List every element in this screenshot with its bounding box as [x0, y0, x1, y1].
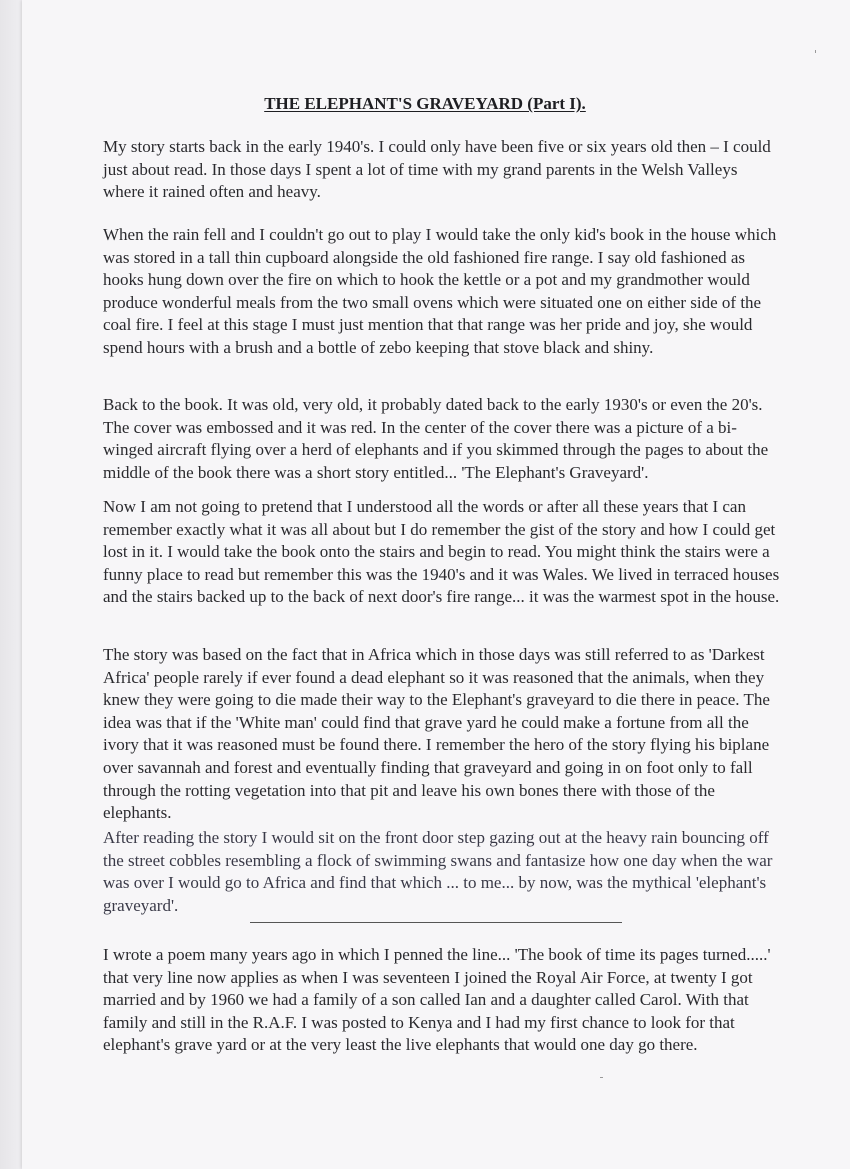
paragraph-stairs: Now I am not going to pretend that I understood all the words or after all these years that I can remember exactly what it was all about but I do remember the gist of the story and how I could get lost in it. I would take the book onto the stairs and begin to read. You might think the stairs were a funny place to read but remember this was the 1940's and it was Wales. We lived in terraced houses and the stairs backed up to the back of next door's fire range... it was the warmest spot in the house. — [103, 497, 780, 607]
paragraph-fire-range: When the rain fell and I couldn't go out to play I would take the only kid's book in the house which was stored in a tall thin cupboard alongside the old fashioned fire range. I say old fashioned as hooks hung down over the fire on which to hook the kettle or a pot and my grandmother would produce wonderful meals from the two small ovens which were situated one on either side of the coal fire. I feel at this stage I must just mention that that range was her pride and joy, she would spend hours with a brush and a bottle of zebo keeping that stove black and shiny. — [103, 225, 777, 357]
scan-speck — [600, 1077, 603, 1078]
paragraph-the-book: Back to the book. It was old, very old, it probably dated back to the early 1930's or even the 20's. The cover was embossed and it was red. In the center of the cover there was a picture of a bi-winged aircraft flying over a herd of elephants and if you skimmed through the pages to about the middle of the book there was a short story entitled... 'The Elephant's Graveyard'. — [103, 395, 769, 482]
scan-left-edge — [0, 0, 22, 1169]
paragraph-door-step: After reading the story I would sit on the front door step gazing out at the heavy rain bouncing off the street cobbles resembling a flock of swimming swans and fantasize how one day when the war was over I would go to Africa and find that which ... to me... by now, was the mythical 'elephant's graveyard'. — [103, 828, 773, 915]
document-title: THE ELEPHANT'S GRAVEYARD (Part I). — [264, 94, 586, 113]
paragraph-intro: My story starts back in the early 1940's. I could only have been five or six years old then – I could just about read. In those days I spent a lot of time with my grand parents in the Welsh Valleys where it rained often and heavy. — [103, 137, 771, 202]
scan-speck — [815, 50, 816, 53]
paragraph-poem-kenya: I wrote a poem many years ago in which I penned the line... 'The book of time its pages turned.....' that very line now applies as when I was seventeen I joined the Royal Air Force, at twenty I got married and by 1960 we had a family of a son called Ian and a daughter called Carol. With that family and still in the R.A.F. I was posted to Kenya and I had my first chance to look for that elephant's grave yard or at the very least the live elephants that would one day go there. — [103, 945, 771, 1055]
paragraph-story-plot: The story was based on the fact that in Africa which in those days was still referred to as 'Darkest Africa' people rarely if ever found a dead elephant so it was reasoned that the animals, when they knew they were going to die made their way to the Elephant's graveyard to die there in peace. The idea was that if the 'White man' could find that grave yard he could make a fortune from all the ivory that it was reasoned must be found there. I remember the hero of the story flying his biplane over savannah and forest and eventually finding that graveyard and going in on foot only to fall through the rotting vegetation into that pit and leave his own bones there with those of the elephants. — [103, 645, 770, 823]
section-divider — [250, 922, 622, 923]
